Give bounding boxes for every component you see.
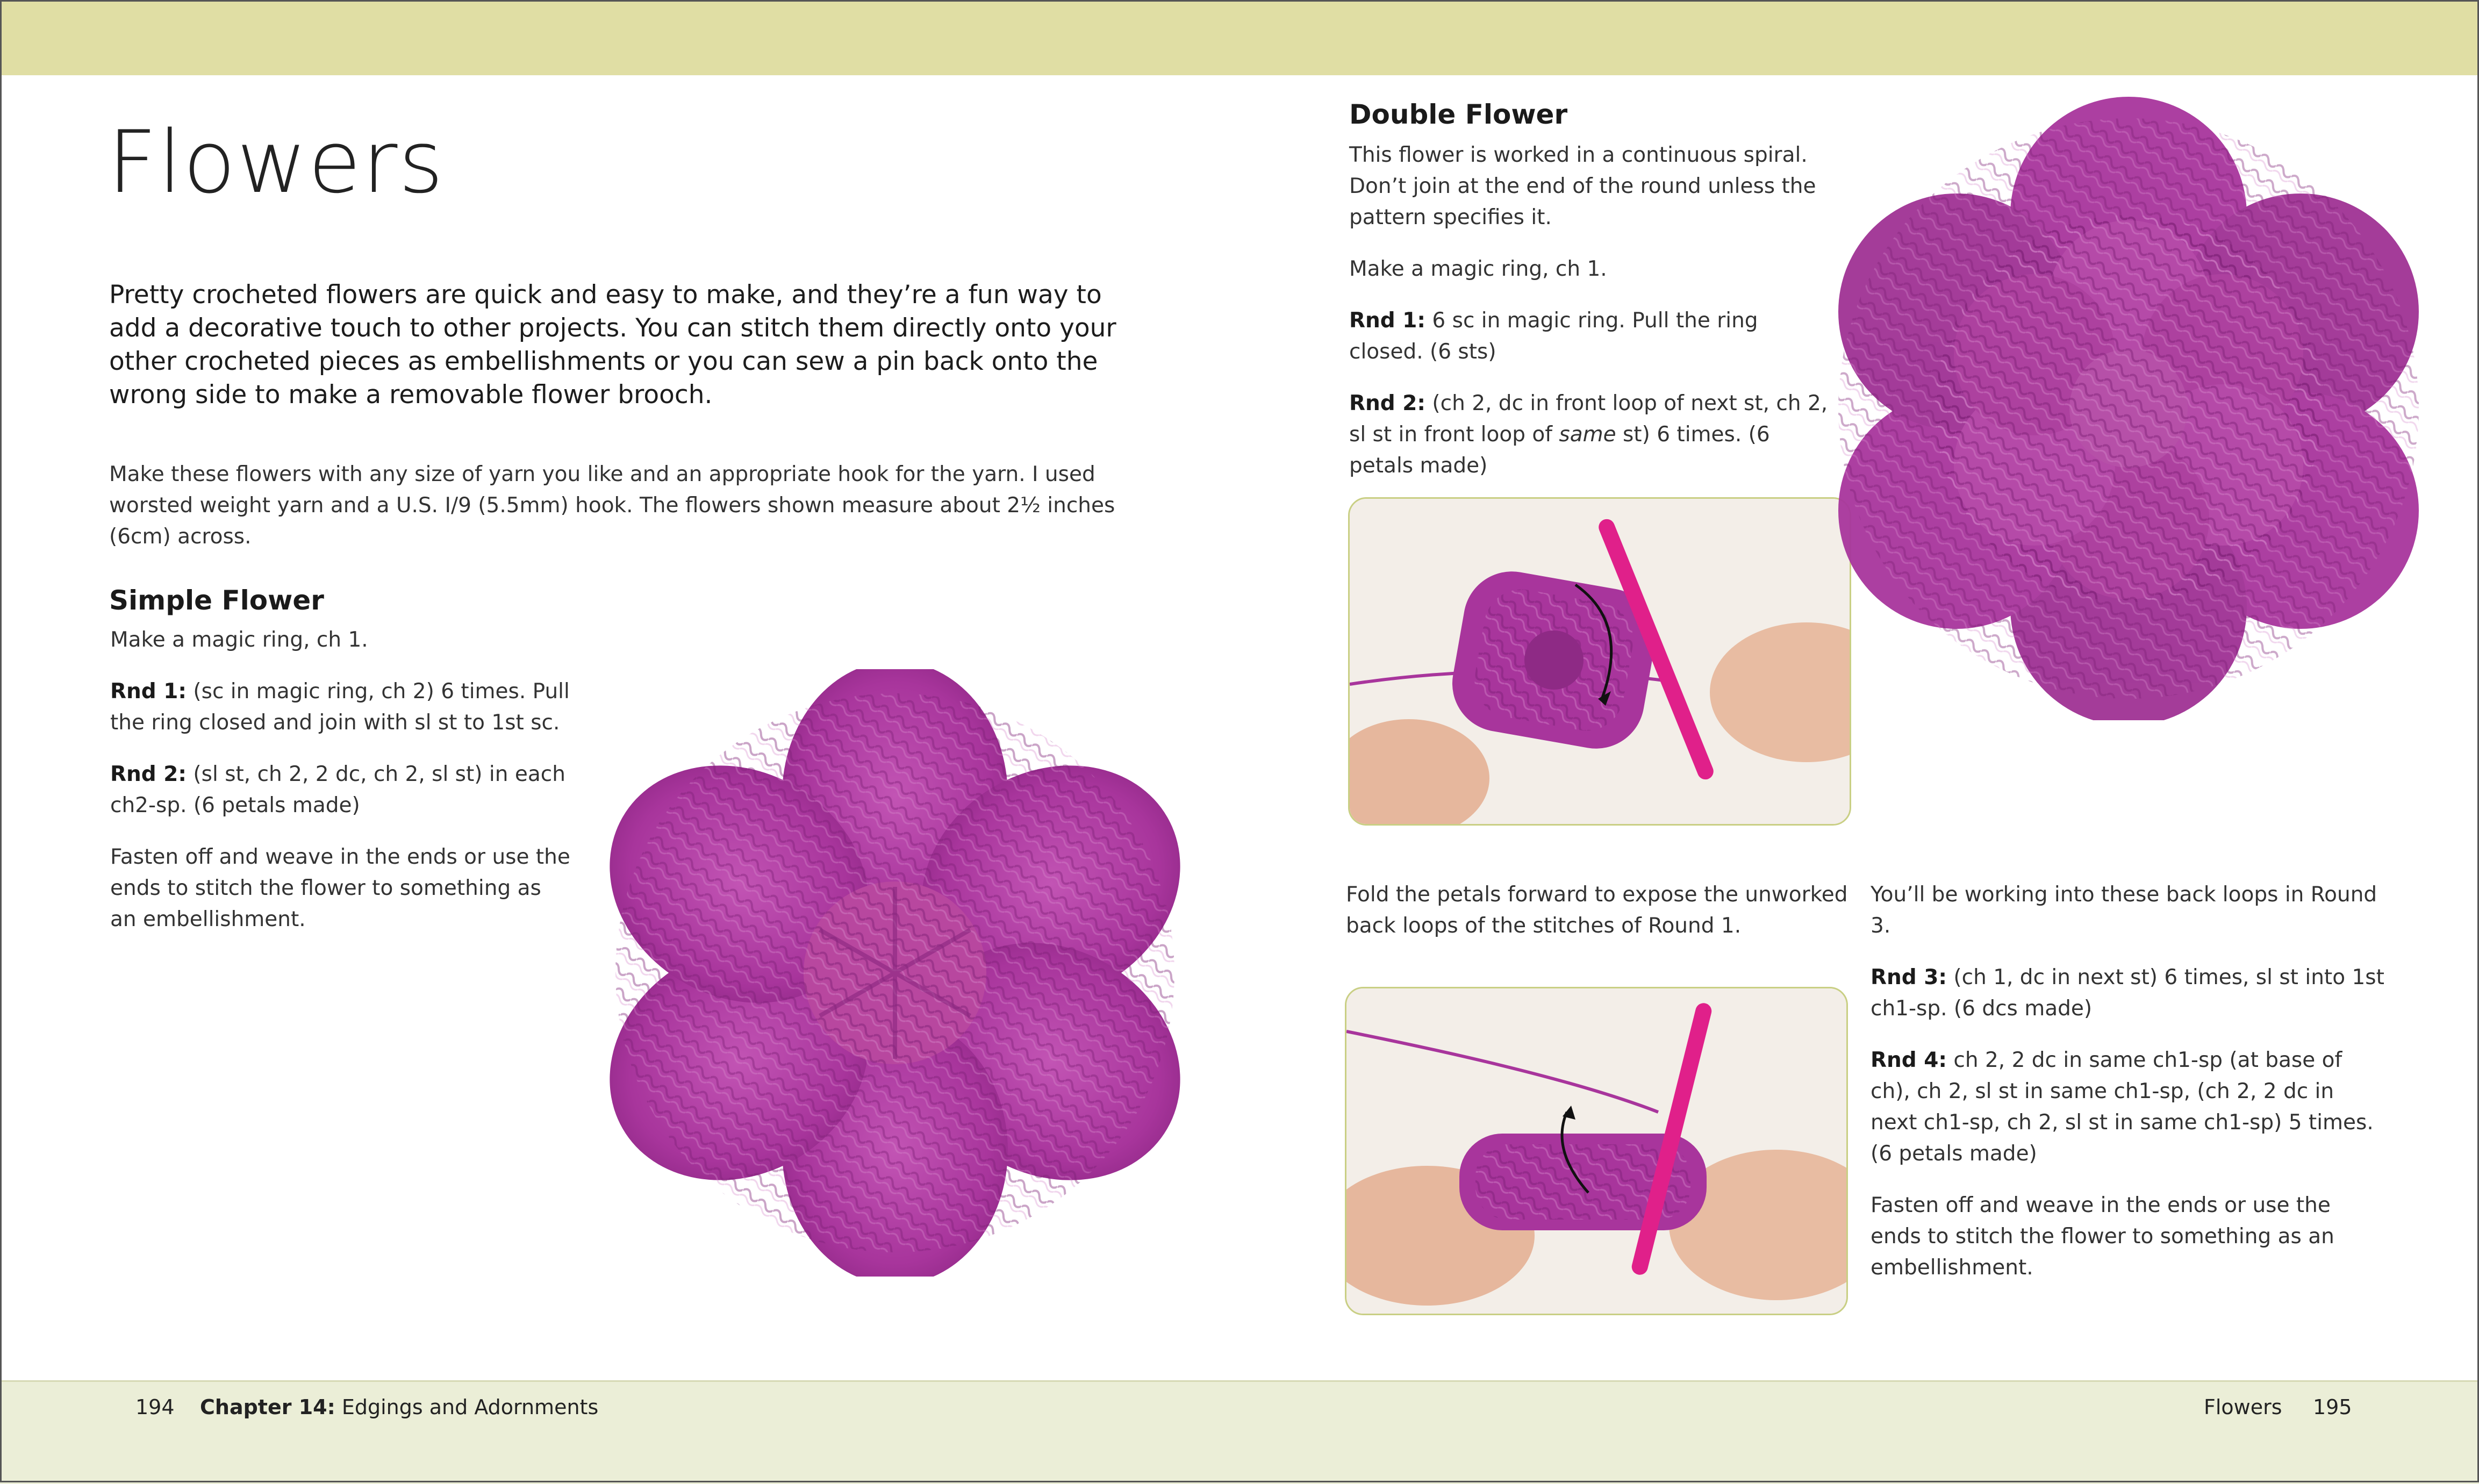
double-intro: This flower is worked in a continuous spiral. Don’t join at the end of the round unless the pattern specifies it. (1349, 143, 1816, 230)
right-running-head: Flowers (2204, 1395, 2282, 1419)
double-round-1 (1349, 305, 1833, 368)
double-flower-photo (1822, 97, 2435, 720)
back-loops-note: You’ll be working into these back loops in Round 3. (1871, 883, 2377, 938)
frame-left (0, 0, 2, 1482)
double-finish: Fasten off and weave in the ends or use the ends to stitch the flower to something as an embellishment. (1871, 1193, 2334, 1280)
simple-step-magic-ring: Make a magic ring, ch 1. (110, 628, 368, 652)
simple-round-1 (110, 676, 572, 739)
round-label: Rnd 1: (1349, 309, 1426, 333)
round-text: (sc in magic ring, ch 2) 6 times. Pull the ring closed and join with sl st to 1st sc. (110, 679, 570, 735)
round-label: Rnd 2: (110, 762, 187, 786)
double-flower-instructions (1349, 140, 1833, 502)
double-round-4 (1871, 1045, 2387, 1170)
round-label: Rnd 3: (1871, 965, 1947, 990)
step-photo-illustration (1346, 988, 1846, 1314)
double-round-3 (1871, 962, 2387, 1024)
double-step-magic-ring: Make a magic ring, ch 1. (1349, 257, 1607, 281)
step-photo-back-loops (1345, 987, 1848, 1315)
double-round-2 (1349, 388, 1833, 482)
simple-flower-heading: Simple Flower (109, 585, 324, 616)
frame-top (0, 0, 2479, 2)
chapter-label: Chapter 14: (200, 1395, 335, 1419)
page-title: Flowers (108, 112, 445, 212)
round-text: st) 6 times. (6 petals made) (1349, 422, 1770, 478)
chapter-running-head (200, 1395, 598, 1420)
round-label: Rnd 1: (110, 679, 187, 704)
simple-finish: Fasten off and weave in the ends or use the ends to stitch the flower to something as an embellishment. (110, 845, 570, 931)
round-label: Rnd 2: (1349, 391, 1426, 415)
chapter-title: Edgings and Adornments (335, 1395, 599, 1419)
fold-caption: Fold the petals forward to expose the unworked back loops of the stitches of Round 1. (1346, 883, 1848, 938)
round-text: (ch 2, dc in front loop of next st, ch 2, sl st in front loop of (1349, 391, 1828, 447)
round-text: 6 sc in magic ring. Pull the ring closed. (6 sts) (1349, 309, 1758, 364)
round-emphasis: same (1559, 422, 1616, 447)
simple-round-2 (110, 759, 572, 821)
materials-paragraph: Make these flowers with any size of yarn you like and an appropriate hook for the yarn. I used worsted weight yarn and a U.S. I/9 (5.5mm) hook. The flowers shown measure about 2½ inches (6cm) across. (109, 462, 1115, 549)
step-photo-front-loops (1348, 497, 1851, 826)
intro-paragraph: Pretty crocheted flowers are quick and easy to make, and they’re a fun way to add a decorative touch to other projects. You can stitch them directly onto your other crocheted pieces as embellishments or you can sew a pin back onto the wrong side to make a removable flower brooch. (109, 280, 1116, 410)
step-photo-illustration (1350, 499, 1850, 824)
round-label: Rnd 4: (1871, 1048, 1947, 1072)
top-color-band (0, 0, 2479, 75)
simple-flower-instructions (110, 625, 572, 956)
round-text: ch 2, 2 dc in same ch1-sp (at base of ch), ch 2, sl st in same ch1-sp, (ch 2, 2 dc in next ch1-sp, ch 2, sl st in same ch1-sp) 5 times. (6 petals made) (1871, 1048, 2374, 1166)
round-text: (sl st, ch 2, 2 dc, ch 2, sl st) in each ch2-sp. (6 petals made) (110, 762, 565, 818)
simple-flower-photo (556, 669, 1234, 1277)
rounds-3-4-instructions (1871, 879, 2387, 1304)
right-page-number: 195 (2313, 1395, 2352, 1419)
left-page-number: 194 (135, 1395, 175, 1419)
round-text: (ch 1, dc in next st) 6 times, sl st into 1st ch1-sp. (6 dcs made) (1871, 965, 2384, 1021)
double-flower-heading: Double Flower (1349, 99, 1568, 130)
